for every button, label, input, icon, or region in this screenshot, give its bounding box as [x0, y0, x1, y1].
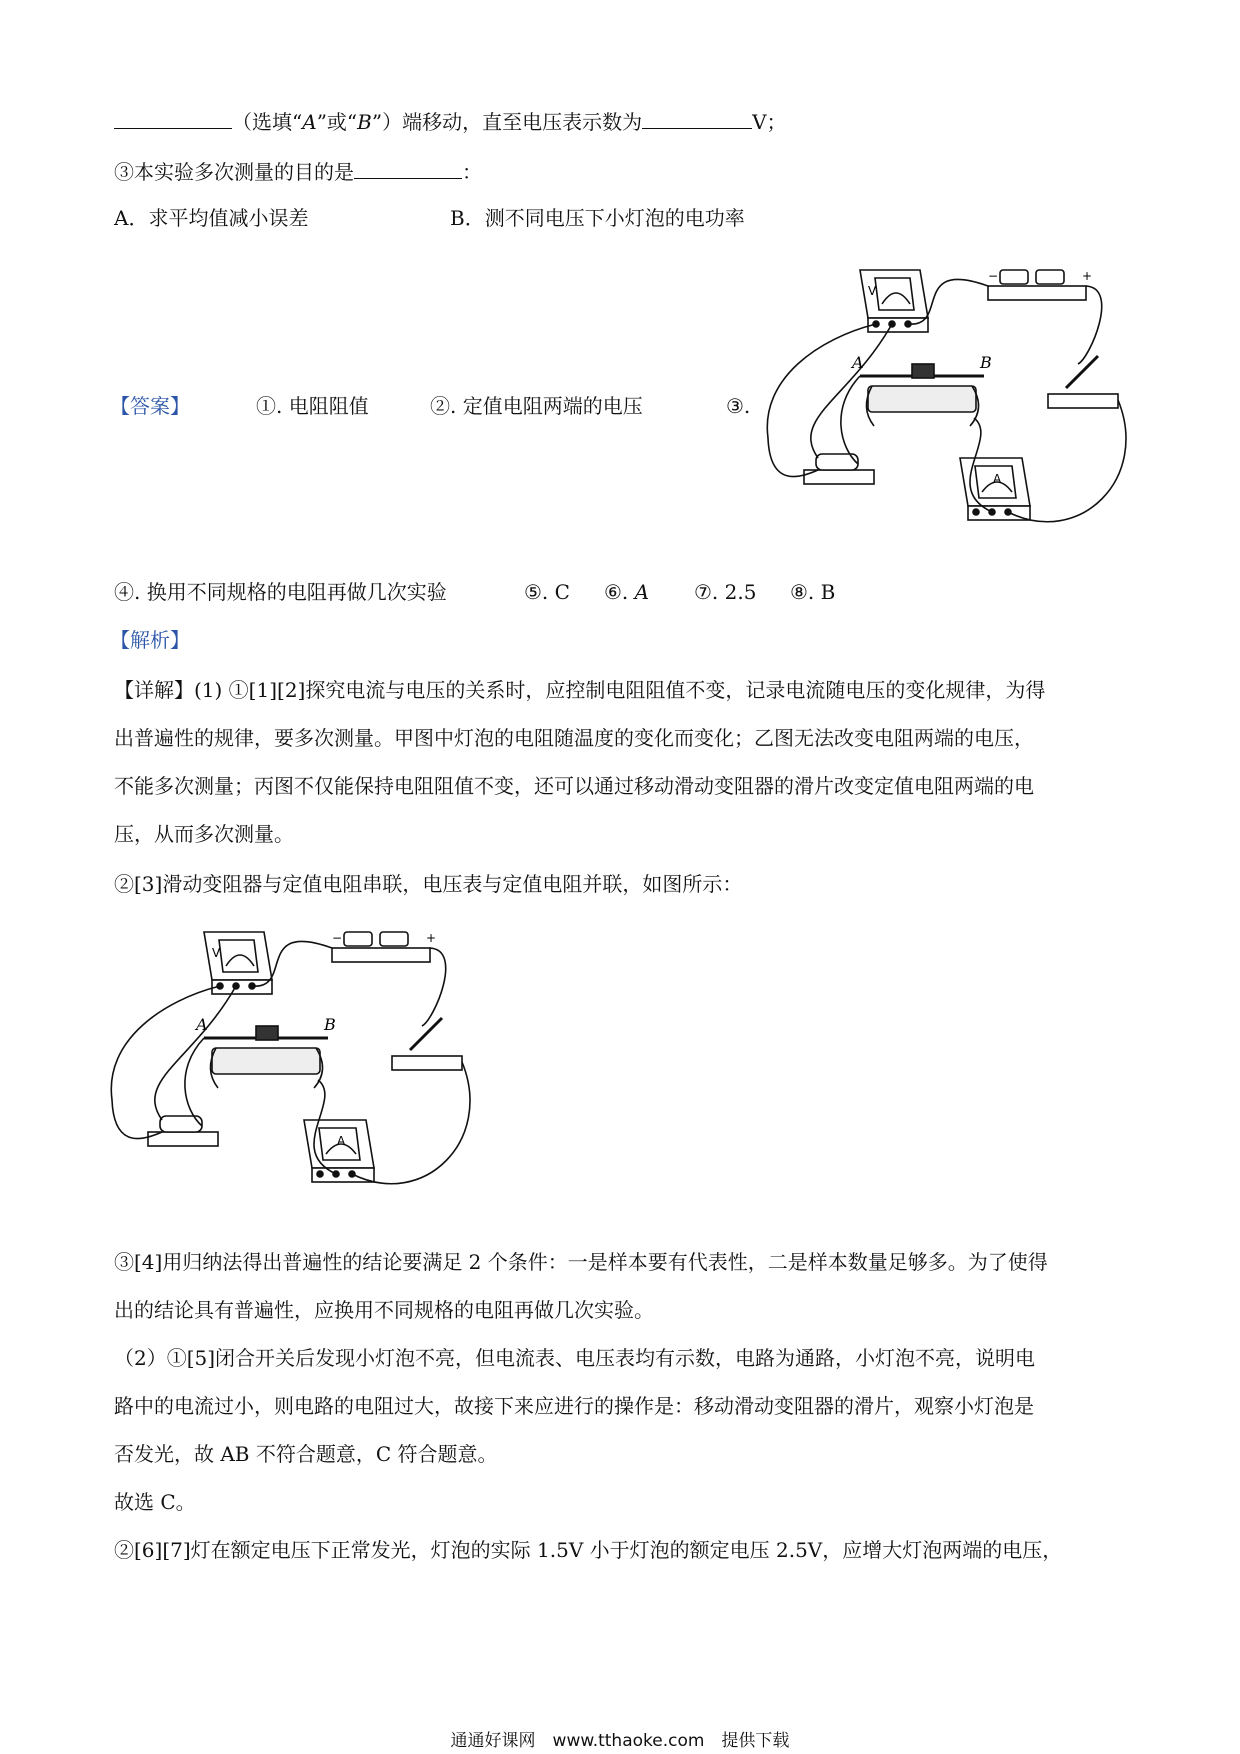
question-line-purpose: ③本实验多次测量的目的是 ：: [114, 156, 482, 186]
detail-p4-line1: （2）①[5]闭合开关后发现小灯泡不亮，但电流表、电压表均有示数，电路为通路，小灯泡不亮，说明电: [114, 1346, 1036, 1370]
detail-p4-line3: 否发光，故 AB 不符合题意，C 符合题意。: [114, 1442, 498, 1466]
detail-p1-line1: 【详解】(1) ①[1][2]探究电流与电压的关系时，应控制电阻阻值不变，记录电流随电压的变化规律，为得: [114, 678, 1046, 702]
detail-p3-line1: ③[4]用归纳法得出普遍性的结论要满足 2 个条件：一是样本要有代表性，二是样本数量足够多。为了使得: [114, 1250, 1048, 1274]
svg-text:+: +: [426, 931, 437, 945]
detail-p2: ②[3]滑动变阻器与定值电阻串联，电压表与定值电阻并联，如图所示：: [114, 872, 743, 896]
svg-text:+: +: [1082, 269, 1093, 283]
svg-text:A: A: [337, 1134, 346, 1148]
svg-text:A: A: [993, 472, 1002, 486]
detail-p1-line3: 不能多次测量；丙图不仅能保持电阻阻值不变，还可以通过移动滑动变阻器的滑片改变定值电阻两端的电: [114, 774, 1034, 798]
svg-text:V: V: [212, 946, 221, 960]
question-line-direction: （选填“A”或“B”）端移动，直至电压表示数为 V；: [114, 106, 787, 136]
answer-1: ①. 电阻阻值: [256, 394, 369, 418]
answer-blank: [354, 156, 462, 179]
answer-blank: [114, 106, 232, 129]
answer-2: ②. 定值电阻两端的电压: [430, 394, 643, 418]
answer-blank: [642, 106, 752, 129]
option-b: B．测不同电压下小灯泡的电功率: [450, 206, 745, 230]
option-a: A．求平均值减小误差: [114, 206, 309, 230]
analysis-label: 【解析】: [110, 628, 190, 652]
answer-5: ⑤. C: [524, 580, 570, 604]
svg-text:−: −: [332, 931, 343, 945]
detail-p1-line4: 压，从而多次测量。: [114, 822, 294, 846]
detail-p4-line2: 路中的电流过小，则电路的电阻过大，故接下来应进行的操作是：移动滑动变阻器的滑片，观察小灯泡是: [114, 1394, 1034, 1418]
detail-p3-line2: 出的结论具有普遍性，应换用不同规格的电阻再做几次实验。: [114, 1298, 654, 1322]
circuit-diagram-analysis: [104, 920, 484, 1220]
detail-p6: ②[6][7]灯在额定电压下正常发光，灯泡的实际 1.5V 小于灯泡的额定电压 2.5V，应增大灯泡两端的电压，: [114, 1538, 1063, 1562]
answer-3: ③.: [726, 394, 751, 418]
svg-text:B: B: [324, 1015, 336, 1034]
svg-text:B: B: [980, 353, 992, 372]
circuit-diagram-answer: [760, 258, 1140, 558]
answer-6: ⑥. A: [604, 580, 650, 604]
detail-p5: 故选 C。: [114, 1490, 196, 1514]
detail-p1-line2: 出普遍性的规律，要多次测量。甲图中灯泡的电阻随温度的变化而变化；乙图无法改变电阻两端的电压，: [114, 726, 1034, 750]
svg-text:A: A: [852, 353, 864, 372]
answer-4: ④. 换用不同规格的电阻再做几次实验: [114, 580, 447, 604]
svg-text:A: A: [196, 1015, 208, 1034]
svg-text:−: −: [988, 269, 999, 283]
page-footer: 通通好课网 www.tthaoke.com 提供下载: [450, 1731, 790, 1751]
answer-8: ⑧. B: [790, 580, 836, 604]
svg-text:V: V: [868, 284, 877, 298]
answer-7: ⑦. 2.5: [694, 580, 757, 604]
answer-label: 【答案】: [110, 394, 190, 418]
